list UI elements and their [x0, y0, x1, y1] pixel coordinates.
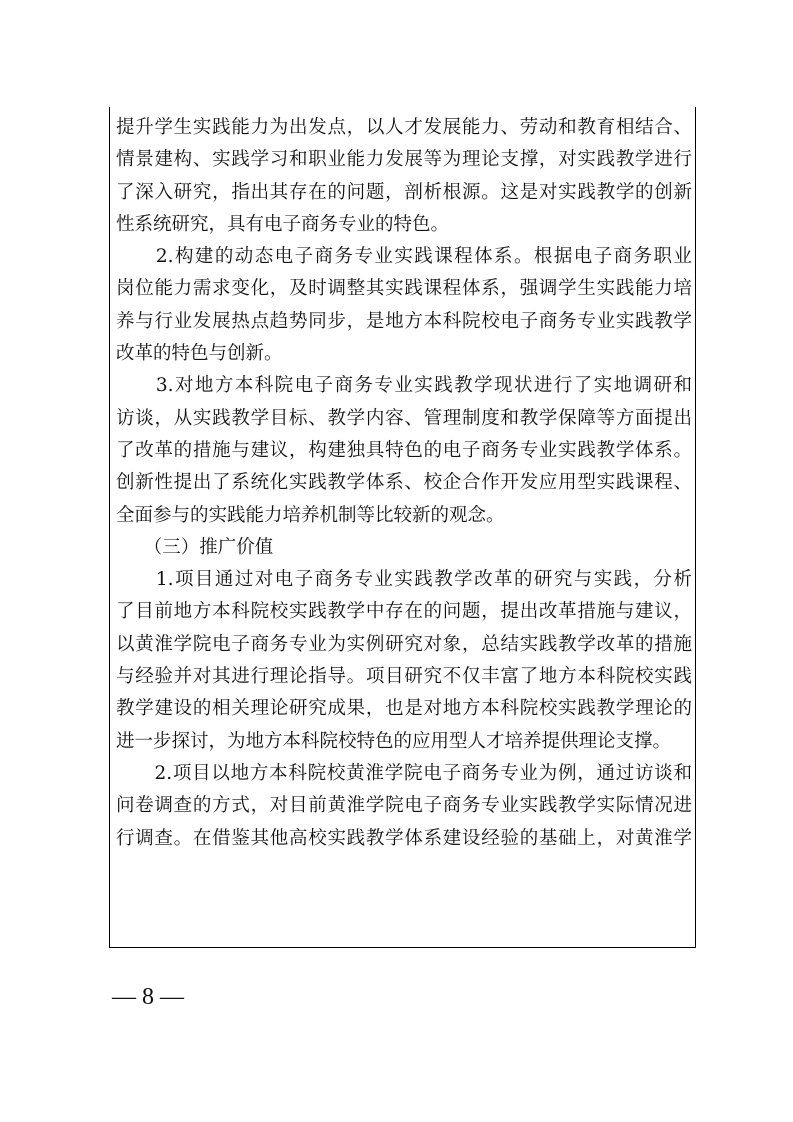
text-line: 养与行业发展热点趋势同步，是地方本科院校电子商务专业实践教学	[116, 310, 692, 332]
text-line: 与经验并对其进行理论指导。项目研究不仅丰富了地方本科院校实践	[116, 666, 692, 688]
paragraph	[116, 532, 692, 564]
text-line: 以黄淮学院电子商务专业为实例研究对象，总结实践教学改革的措施	[116, 633, 692, 655]
text-line: 访谈，从实践教学目标、教学内容、管理制度和教学保障等方面提出	[116, 407, 692, 429]
paragraph	[116, 112, 692, 241]
text-line: 了目前地方本科院校实践教学中存在的问题，提出改革措施与建议，	[116, 601, 692, 623]
text-line: 2.项目以地方本科院校黄淮学院电子商务专业为例，通过访谈和	[116, 762, 692, 784]
text-line: 1.项目通过对电子商务专业实践教学改革的研究与实践，分析	[116, 569, 692, 591]
text-line: 进一步探讨，为地方本科院校特色的应用型人才培养提供理论支撑。	[116, 730, 672, 752]
paragraph	[116, 758, 692, 855]
text-line: 提升学生实践能力为出发点，以人才发展能力、劳动和教育相结合、	[116, 117, 692, 138]
text-line: 了改革的措施与建议，构建独具特色的电子商务专业实践教学体系。	[116, 439, 692, 461]
text-line: 3.对地方本科院电子商务专业实践教学现状进行了实地调研和	[116, 375, 692, 397]
text-line: 了深入研究，指出其存在的问题，剖析根源。这是对实践教学的创新	[116, 181, 692, 203]
paragraph	[116, 564, 692, 758]
paragraph	[116, 241, 692, 370]
text-line: （三）推广价值	[116, 536, 274, 558]
text-line: 情景建构、实践学习和职业能力发展等为理论支撑，对实践教学进行	[116, 149, 692, 171]
text-line: 教学建设的相关理论研究成果，也是对地方本科院校实践教学理论的	[116, 698, 692, 720]
text-line: 创新性提出了系统化实践教学体系、校企合作开发应用型实践课程、	[116, 472, 692, 494]
document-body	[116, 112, 692, 855]
text-line: 问卷调查的方式，对目前黄淮学院电子商务专业实践教学实际情况进	[116, 795, 692, 817]
text-line: 改革的特色与创新。	[116, 343, 283, 365]
text-line: 性系统研究，具有电子商务专业的特色。	[116, 213, 450, 235]
paragraph	[116, 370, 692, 531]
text-line: 行调查。在借鉴其他高校实践教学体系建设经验的基础上，对黄淮学	[116, 827, 692, 849]
text-line: 全面参与的实践能力培养机制等比较新的观念。	[116, 504, 505, 526]
text-line: 岗位能力需求变化，及时调整其实践课程体系，强调学生实践能力培	[116, 278, 692, 300]
text-line: 2.构建的动态电子商务专业实践课程体系。根据电子商务职业	[116, 246, 692, 268]
page-number: — 8 —	[112, 984, 184, 1010]
